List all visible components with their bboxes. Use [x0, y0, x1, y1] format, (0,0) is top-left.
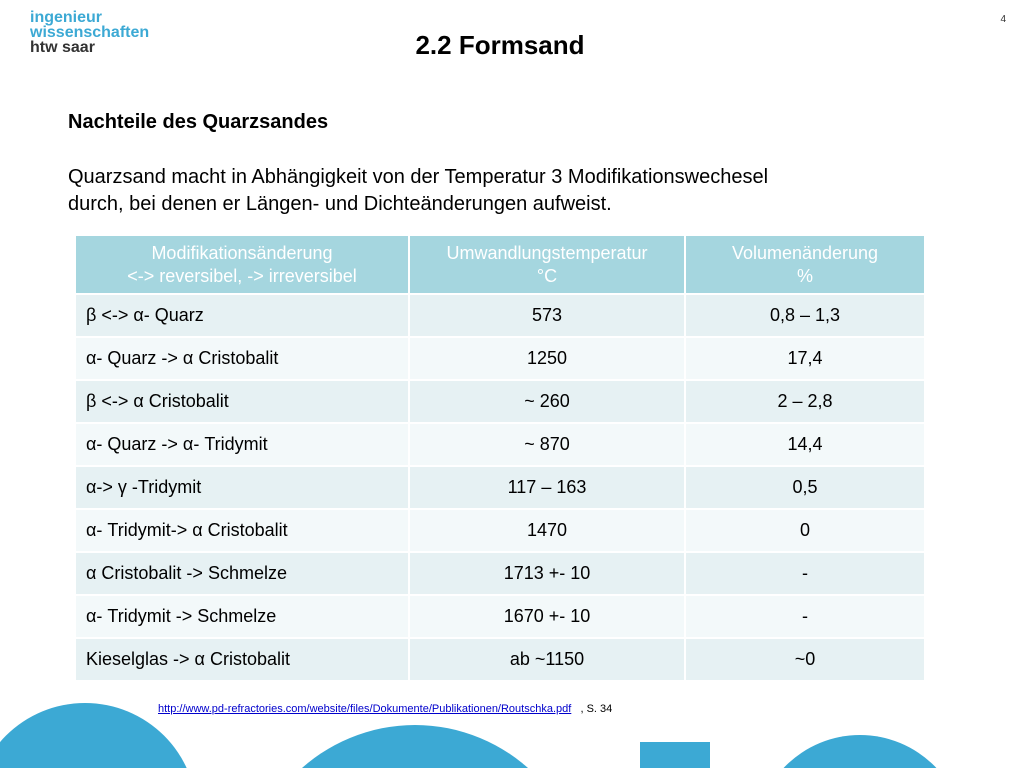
cell-volume: 17,4 — [685, 337, 925, 380]
cell-modification: α- Quarz -> α- Tridymit — [75, 423, 409, 466]
cell-volume: 0,8 – 1,3 — [685, 294, 925, 337]
header-volume-line-1: Volumenänderung — [731, 242, 879, 263]
cell-modification: α- Tridymit-> α Cristobalit — [75, 509, 409, 552]
table-row — [75, 509, 925, 552]
table-row — [75, 595, 925, 638]
header-modification — [75, 235, 409, 294]
header-temperature — [409, 235, 685, 294]
modification-table — [74, 234, 926, 682]
decor-rect — [640, 742, 710, 768]
cell-volume: 14,4 — [685, 423, 925, 466]
cell-temperature: 1713 +- 10 — [409, 552, 685, 595]
table-row — [75, 552, 925, 595]
decor-circle-center — [245, 725, 585, 768]
decor-circle-right — [755, 735, 965, 768]
cell-temperature: ~ 260 — [409, 380, 685, 423]
table-row — [75, 380, 925, 423]
header-temperature-line-2: °C — [536, 265, 558, 286]
cell-temperature: 573 — [409, 294, 685, 337]
slide-title: 2.2 Formsand — [415, 30, 585, 60]
cell-modification: α-> γ -Tridymit — [75, 466, 409, 509]
table-row — [75, 466, 925, 509]
cell-volume: 0,5 — [685, 466, 925, 509]
cell-temperature: 117 – 163 — [409, 466, 685, 509]
section-heading: Nachteile des Quarzsandes — [68, 111, 329, 133]
cell-volume: 2 – 2,8 — [685, 380, 925, 423]
page-number: 4 — [1000, 14, 1006, 25]
intro-line-1: Quarzsand macht in Abhängigkeit von der Temperatur 3 Modifikationswechesel — [68, 166, 769, 188]
cell-volume: 0 — [685, 509, 925, 552]
cell-volume: - — [685, 595, 925, 638]
table-row — [75, 423, 925, 466]
intro-line-2: durch, bei denen er Längen- und Dichteänderungen aufweist. — [68, 193, 612, 215]
cell-temperature: 1670 +- 10 — [409, 595, 685, 638]
header-modification-line-1: Modifikationsänderung — [151, 242, 333, 263]
header-volume-line-2: % — [796, 265, 813, 286]
header-volume — [685, 235, 925, 294]
cell-modification: β <-> α- Quarz — [75, 294, 409, 337]
cell-modification: β <-> α Cristobalit — [75, 380, 409, 423]
table-row — [75, 294, 925, 337]
source-suffix: , S. 34 — [580, 703, 613, 715]
logo-line-2: wissenschaften — [30, 24, 150, 41]
table-row — [75, 337, 925, 380]
source-link[interactable]: http://www.pd-refractories.com/website/files/Dokumente/Publikationen/Routschka.pdf — [158, 703, 572, 715]
cell-modification: α Cristobalit -> Schmelze — [75, 552, 409, 595]
cell-volume: ~0 — [685, 638, 925, 681]
header-modification-line-2: <-> reversibel, -> irreversibel — [127, 265, 357, 286]
cell-modification: α- Quarz -> α Cristobalit — [75, 337, 409, 380]
logo-line-3: htw saar — [30, 39, 95, 56]
cell-temperature: ~ 870 — [409, 423, 685, 466]
table-header-row — [75, 235, 925, 294]
intro-paragraph — [68, 164, 928, 218]
table-row — [75, 638, 925, 681]
logo-line-1: ingenieur — [30, 9, 103, 26]
source-citation — [158, 703, 612, 715]
cell-modification: α- Tridymit -> Schmelze — [75, 595, 409, 638]
cell-modification: Kieselglas -> α Cristobalit — [75, 638, 409, 681]
cell-temperature: 1250 — [409, 337, 685, 380]
cell-volume: - — [685, 552, 925, 595]
cell-temperature: ab ~1150 — [409, 638, 685, 681]
cell-temperature: 1470 — [409, 509, 685, 552]
header-temperature-line-1: Umwandlungstemperatur — [446, 242, 648, 263]
